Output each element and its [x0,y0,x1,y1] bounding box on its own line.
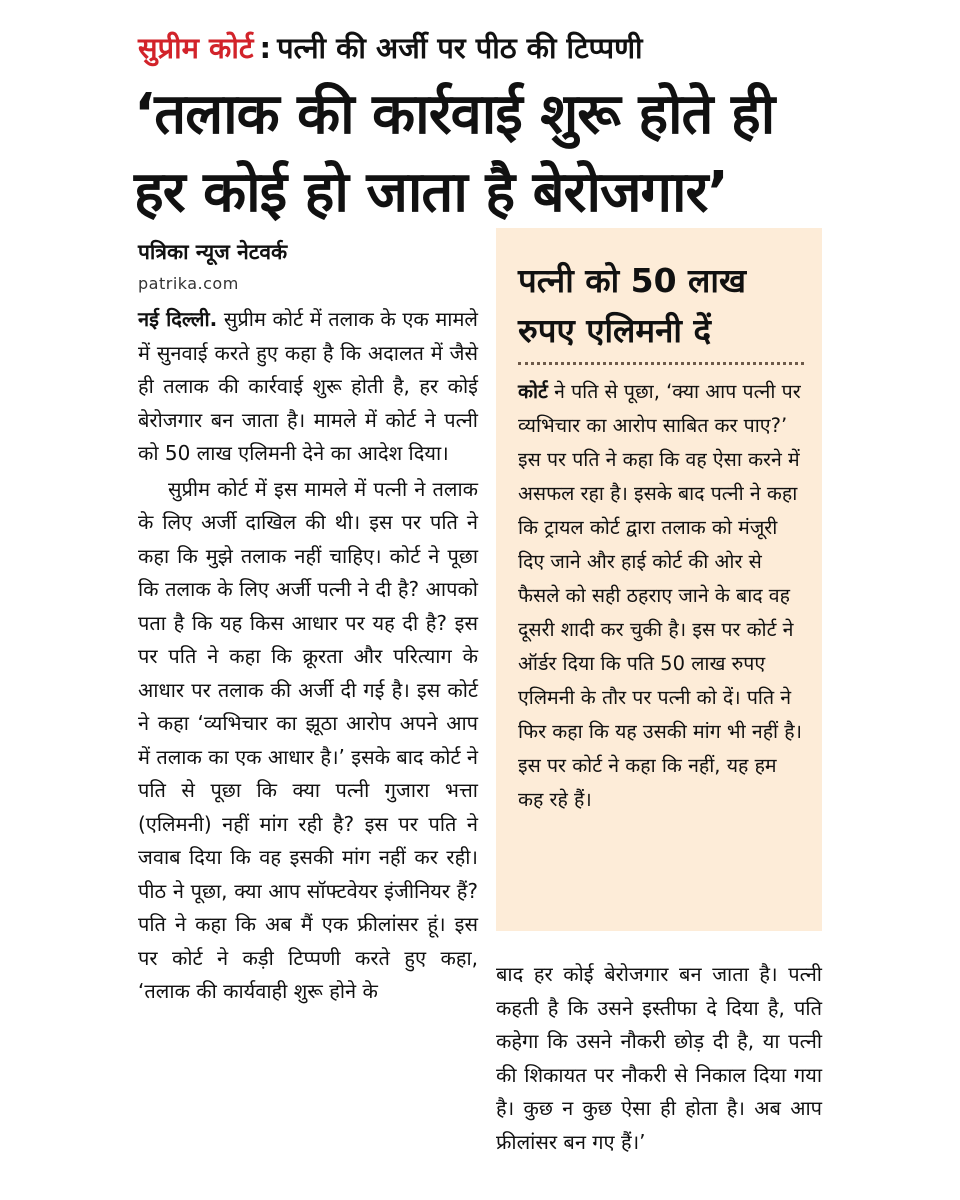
section-tag: सुप्रीम कोर्ट [138,31,254,65]
byline: पत्रिका न्यूज नेटवर्क [138,240,288,264]
left-column [138,303,478,1009]
headline-line-1: ‘तलाक की कार्रवाई शुरू होते ही [134,82,775,147]
paragraph-1 [138,303,478,471]
kicker-line [138,28,643,67]
paragraph-2: सुप्रीम कोर्ट में इस मामले में पत्नी ने तलाक के लिए अर्जी दाखिल की थी। इस पर पति ने कहा कि मुझे तलाक नहीं चाहिए। कोर्ट ने पूछा कि तलाक के लिए अर्जी पत्नी ने दी है? आपको पता है कि यह किस आधार पर यह दी है? इस पर पति ने कहा कि क्रूरता और परित्याग के आधार पर तलाक की अर्जी दी गई है। इस कोर्ट ने कहा ‘व्यभिचार का झूठा आरोप अपने आप में तलाक का एक आधार है।’ इसके बाद कोर्ट ने पति से पूछा कि क्या पत्नी गुजारा भत्ता (एलिमनी) नहीं मांग रही है? इस पर पति ने जवाब दिया कि वह इसकी मांग नहीं कर रही। पीठ ने पूछा, क्या आप सॉफ्टवेयर इंजीनियर हैं? पति ने कहा कि अब मैं एक फ्रीलांसर हूं। इस पर कोर्ट ने कड़ी टिप्पणी करते हुए कहा, ‘तलाक की कार्यवाही शुरू होने के [138,476,478,1003]
continuation-paragraph: बाद हर कोई बेरोजगार बन जाता है। पत्नी कहती है कि उसने इस्तीफा दे दिया है, पति कहेगा कि उसने नौकरी छोड़ दी है, या पत्नी की शिकायत पर नौकरी से निकाल दिया गया है। कुछ न कुछ ऐसा ही होता है। अब आप फ्रीलांसर बन गए हैं।’ [496,962,822,1154]
sidebar-box-text: ने पति से पूछा, ‘क्या आप पत्नी पर व्यभिचार का आरोप साबित कर पाए?’ इस पर पति ने कहा कि वह ऐसा करने में असफल रहा है। इसके बाद पत्नी ने कहा कि ट्रायल कोर्ट द्वारा तलाक को मंजूरी दिए जाने और हाई कोर्ट की ओर से फैसले को सही ठहराए जाने के बाद वह दूसरी शादी कर चुकी है। इस पर कोर्ट ने ऑर्डर दिया कि पति 50 लाख रुपए एलिमनी के तौर पर पत्नी को दें। पति ने फिर कहा कि यह उसकी मांग भी नहीं है। इस पर कोर्ट ने कहा कि नहीं, यह हम कह रहे हैं। [518,380,803,811]
dateline: नई दिल्ली. [138,307,218,331]
sidebar-box [496,228,822,931]
sidebar-box-body [518,375,804,817]
website-label: patrika.com [138,274,239,293]
paragraph-1-text: सुप्रीम कोर्ट में तलाक के एक मामले में सुनवाई करते हुए कहा है कि अदालत में जैसे ही तलाक की कार्रवाई शुरू होती है, हर कोई बेरोजगार बन जाता है। मामले में कोर्ट ने पत्नी को 50 लाख एलिमनी देने का आदेश दिया। [138,307,478,465]
headline-line-2: हर कोई हो जाता है बेरोजगार’ [134,160,728,225]
headline [134,76,934,232]
kicker-separator: : [259,31,272,65]
right-column-continuation [496,958,822,1159]
sidebar-box-lead: कोर्ट [518,380,548,403]
kicker-text: पत्नी की अर्जी पर पीठ की टिप्पणी [277,31,643,65]
sidebar-box-title: पत्नी को 50 लाख रुपए एलिमनी दें [518,256,804,365]
